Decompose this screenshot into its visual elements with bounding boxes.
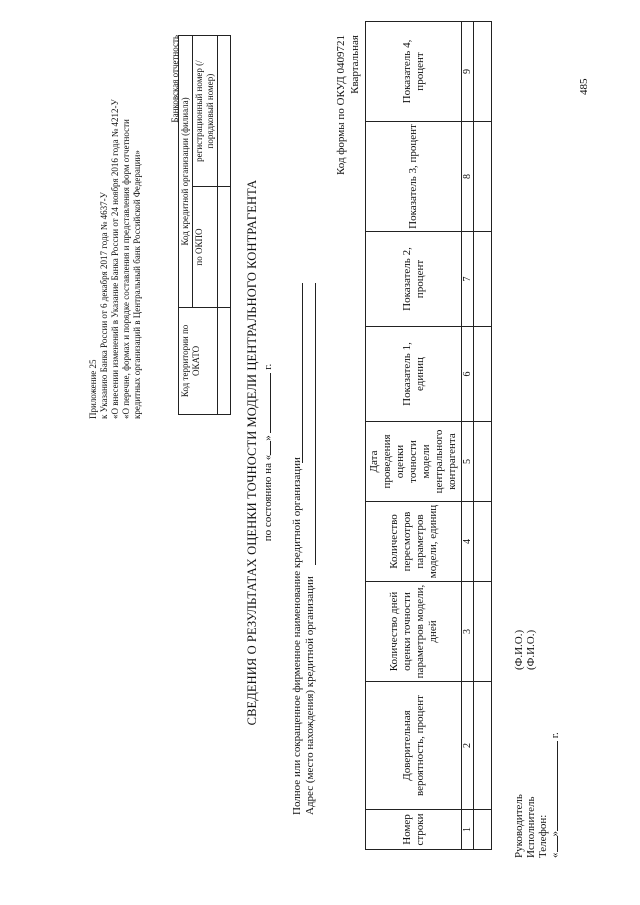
table-cell bbox=[474, 502, 492, 582]
header-confidence: Доверительная вероятность, процент bbox=[366, 682, 462, 810]
table-cell bbox=[474, 810, 492, 850]
fio-head: (Ф.И.О.) bbox=[513, 629, 525, 670]
periodicity: Квартальная bbox=[349, 35, 361, 94]
table-cell bbox=[474, 327, 492, 422]
signature-phone: Телефон: bbox=[537, 814, 549, 858]
table-cell bbox=[474, 232, 492, 327]
table-cell bbox=[474, 122, 492, 232]
org-name-label: Полное или сокращенное фирменное наименование кредитной организации bbox=[291, 457, 303, 815]
col-number-5: 5 bbox=[462, 422, 474, 502]
results-table bbox=[365, 21, 492, 850]
annex-line-1: Приложение 25 bbox=[88, 359, 98, 419]
header-indicator-3: Показатель 3, процент bbox=[366, 122, 462, 232]
sign-date-suffix: г. bbox=[549, 732, 561, 739]
sign-day-blank bbox=[557, 837, 558, 853]
col-number-2: 2 bbox=[462, 682, 474, 810]
col-number-4: 4 bbox=[462, 502, 474, 582]
signature-head: Руководитель bbox=[513, 794, 525, 858]
date-mid: » bbox=[262, 435, 274, 441]
annex-line-5: кредитных организаций в Центральный банк Российской Федерации» bbox=[132, 150, 142, 419]
sign-date-mid: » bbox=[549, 831, 561, 837]
codes-table bbox=[178, 35, 231, 415]
sign-date-prefix: « bbox=[549, 852, 561, 858]
table-cell bbox=[474, 682, 492, 810]
report-date-line bbox=[262, 0, 274, 905]
header-indicator-4: Показатель 4, процент bbox=[366, 22, 462, 122]
okpo-value-cell bbox=[218, 187, 231, 308]
okato-value-cell bbox=[218, 307, 231, 414]
address-label: Адрес (место нахождения) кредитной организации bbox=[304, 576, 316, 815]
okato-header: Код территории по ОКАТО bbox=[179, 307, 218, 414]
org-name-line bbox=[302, 283, 303, 463]
date-month-blank bbox=[270, 373, 271, 433]
header-row-number: Номер строки bbox=[366, 810, 462, 850]
org-code-header: Код кредитной организации (филиала) bbox=[179, 36, 193, 308]
sign-month-blank bbox=[557, 741, 558, 831]
col-number-9: 9 bbox=[462, 22, 474, 122]
table-cell bbox=[474, 22, 492, 122]
annex-line-2: к Указанию Банка России от 6 декабря 2017 года № 4637-У bbox=[99, 191, 109, 419]
header-date: Дата проведения оценки точности модели центрального контрагента bbox=[366, 422, 462, 502]
reg-number-header: регистрационный номер (/порядковый номер) bbox=[193, 36, 218, 187]
header-days: Количество дней оценки точности параметров модели, дней bbox=[366, 582, 462, 682]
col-number-6: 6 bbox=[462, 327, 474, 422]
table-cell bbox=[474, 582, 492, 682]
date-day-blank bbox=[270, 441, 271, 455]
date-prefix: по состоянию на « bbox=[262, 454, 274, 542]
reg-number-value-cell bbox=[218, 36, 231, 187]
col-number-8: 8 bbox=[462, 122, 474, 232]
okud-code: Код формы по ОКУД 0409721 bbox=[335, 35, 347, 176]
header-revisions: Количество пересмотров параметров модели, единиц bbox=[366, 502, 462, 582]
date-suffix: г. bbox=[262, 363, 274, 370]
fio-executor: (Ф.И.О.) bbox=[525, 629, 537, 670]
address-line bbox=[315, 283, 316, 565]
page-number: 485 bbox=[578, 78, 590, 95]
signature-executor: Исполнитель bbox=[525, 796, 537, 858]
bank-reporting-label: Банковская отчетность bbox=[170, 35, 180, 123]
col-number-3: 3 bbox=[462, 582, 474, 682]
header-indicator-1: Показатель 1, единиц bbox=[366, 327, 462, 422]
okpo-header: по ОКПО bbox=[193, 187, 218, 308]
col-number-7: 7 bbox=[462, 232, 474, 327]
signature-date bbox=[549, 732, 562, 858]
annex-header bbox=[88, 59, 143, 419]
form-title: СВЕДЕНИЯ О РЕЗУЛЬТАТАХ ОЦЕНКИ ТОЧНОСТИ МОДЕЛИ ЦЕНТРАЛЬНОГО КОНТРАГЕНТА bbox=[245, 179, 259, 726]
annex-line-4: «О перечне, формах и порядке составления и представления форм отчетности bbox=[121, 119, 131, 419]
header-indicator-2: Показатель 2, процент bbox=[366, 232, 462, 327]
annex-line-3: «О внесении изменений в Указание Банка России от 24 ноября 2016 года № 4212-У bbox=[110, 99, 120, 419]
col-number-1: 1 bbox=[462, 810, 474, 850]
table-cell bbox=[474, 422, 492, 502]
